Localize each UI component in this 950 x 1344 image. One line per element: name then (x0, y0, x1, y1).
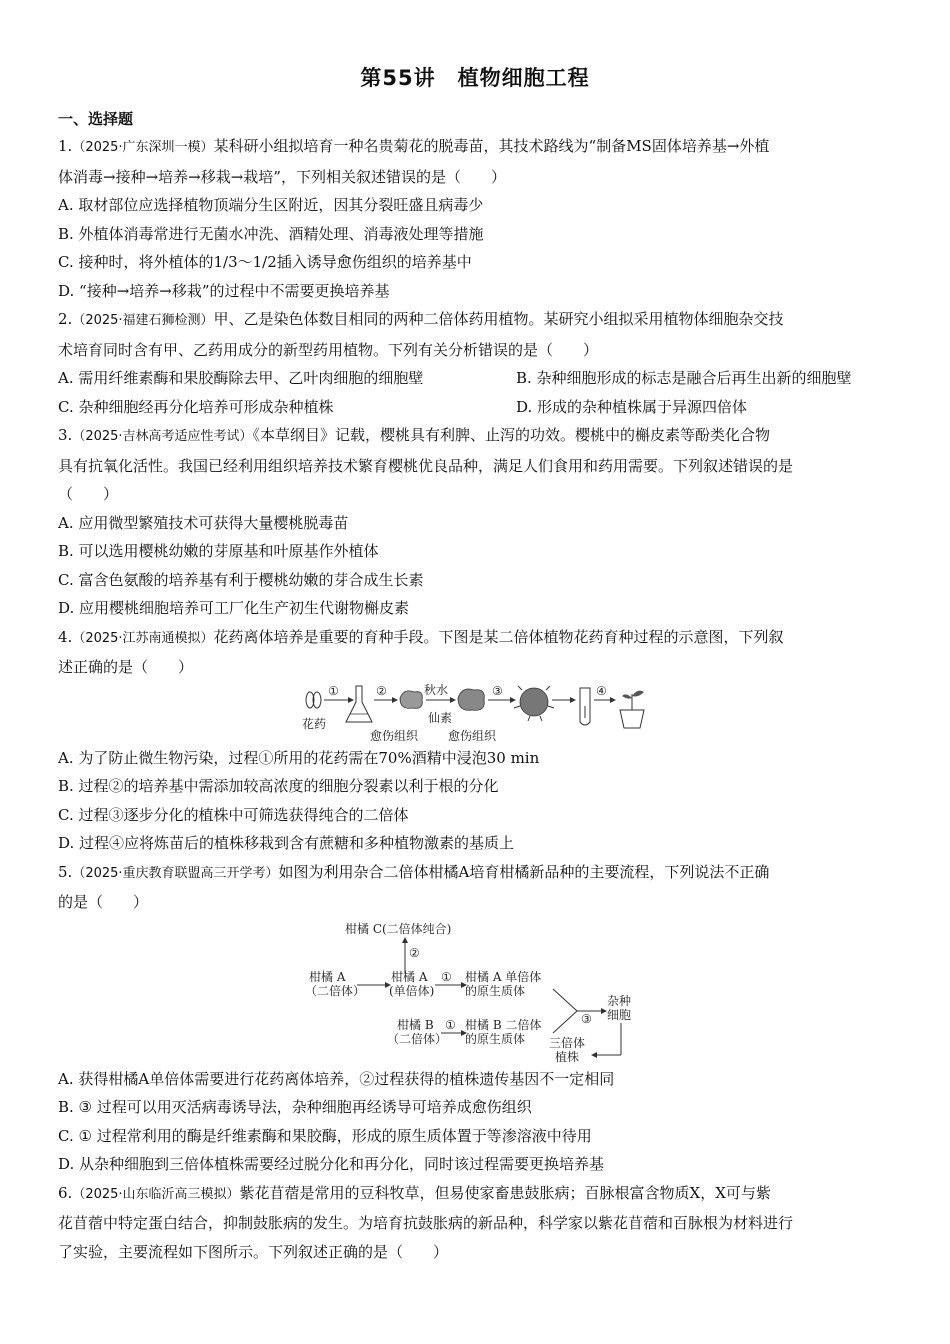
question-source: （2025·重庆教育联盟高三开学考） (72, 865, 279, 881)
question-5 (58, 858, 892, 1179)
anther-culture-figure (300, 684, 650, 744)
question-stem: 了实验，主要流程如下图所示。下列叙述正确的是（ ） (58, 1242, 449, 1261)
plantlet-clump-icon (520, 688, 548, 716)
question-number: 2. (58, 310, 73, 328)
potted-seedling-icon (620, 710, 644, 728)
question-stem: 某科研小组拟培育一种名贵菊花的脱毒苗，其技术路线为“制备MS固体培养基→外植 (213, 137, 770, 155)
question-2 (58, 305, 892, 421)
option-a: A. 为了防止微生物污染，过程①所用的花药需在70%酒精中浸泡30 min (58, 748, 540, 767)
label-b-protoplast-1: 柑橘 B 二倍体 (465, 1017, 542, 1032)
step-3-label: ③ (492, 683, 503, 698)
question-source: （2025·福建石狮检测） (72, 313, 214, 328)
label-citrus-a-sub: （二倍体） (305, 983, 366, 998)
citrus-flow-diagram (305, 919, 645, 1065)
label-a-protoplast-1: 柑橘 A 单倍体 (465, 969, 542, 984)
option-a: A. 取材部位应选择植物顶端分生区附近，因其分裂旺盛且病毒少 (58, 196, 484, 214)
step-1-label: ① (328, 683, 339, 698)
question-stem: 术培育同时含有甲、乙药用成分的新型药用植物。下列有关分析错误的是（ ） (58, 340, 599, 359)
step-3-label: ③ (581, 1011, 592, 1026)
section-heading: 一、选择题 (58, 110, 134, 128)
question-number: 3. (58, 426, 73, 444)
question-source: （2025·吉林高考适应性考试） (72, 429, 253, 444)
label-citrus-a: 柑橘 A (309, 969, 346, 984)
label-colchicine-1: 秋水 (424, 683, 449, 697)
label-citrus-c: 柑橘 C(二倍体纯合) (345, 921, 452, 936)
option-c: C. 杂种细胞经再分化培养可形成杂种植株 (58, 397, 334, 416)
label-triploid-2: 植株 (555, 1049, 580, 1064)
option-a: A. 应用微型繁殖技术可获得大量樱桃脱毒苗 (58, 513, 349, 532)
question-source: （2025·江苏南通模拟） (72, 630, 214, 646)
label-citrus-a-haploid-sub: (单倍体) (389, 983, 435, 998)
step-1-label-b: ① (445, 1017, 456, 1032)
question-4 (58, 623, 892, 858)
label-citrus-a-haploid: 柑橘 A (391, 969, 428, 984)
question-stem: 花药离体培养是重要的育种手段。下图是某二倍体植物花药育种过程的示意图，下列叙 (213, 627, 784, 646)
label-citrus-b-sub: （二倍体） (387, 1031, 448, 1046)
step-1-label: ① (441, 969, 452, 984)
label-colchicine-2: 仙素 (428, 710, 453, 725)
option-d: D. 形成的杂种植株属于异源四倍体 (516, 397, 748, 416)
question-stem: 具有抗氧化活性。我国已经利用组织培养技术繁育樱桃优良品种，满足人们食用和药用需要。下列叙述错误的是 (58, 456, 794, 475)
option-b: B. 过程②的培养基中需添加较高浓度的细胞分裂素以利于根的分化 (58, 777, 499, 795)
callus-icon (400, 690, 422, 707)
option-b: B. 可以选用樱桃幼嫩的芽原基和叶原基作外植体 (58, 542, 379, 560)
question-source: （2025·广东深圳一模） (72, 140, 214, 155)
question-3 (58, 421, 892, 623)
label-callus-2: 愈伤组织 (448, 728, 497, 743)
question-number: 5. (58, 862, 73, 881)
option-d: D. “接种→培养→移栽”的过程中不需要更换培养基 (58, 281, 390, 300)
label-b-protoplast-2: 的原生质体 (465, 1031, 526, 1046)
option-d: D. 从杂种细胞到三倍体植株需要经过脱分化和再分化，同时该过程需要更换培养基 (58, 1155, 605, 1173)
option-a: A. 获得柑橘A单倍体需要进行花药离体培养，②过程获得的植株遗传基因不一定相同 (58, 1069, 615, 1088)
question-stem: 的是（ ） (58, 893, 149, 911)
question-number: 6. (58, 1183, 73, 1202)
label-a-protoplast-2: 的原生质体 (465, 983, 526, 998)
question-stem: 体消毒→接种→培养→移栽→栽培”，下列相关叙述错误的是（ ） (58, 167, 506, 186)
step-2-label: ② (376, 683, 387, 698)
document-page (58, 62, 892, 1266)
question-stem: 《本草纲目》记载，樱桃具有利脾、止泻的功效。樱桃中的槲皮素等酚类化合物 (252, 426, 771, 444)
option-c: C. 过程③逐步分化的植株中可筛选获得纯合的二倍体 (58, 805, 409, 824)
question-stem: 花苜蓿中特定蛋白结合，抑制鼓胀病的发生。为培育抗鼓胀病的新品种，科学家以紫花苜蓿和百脉根为材料进行 (58, 1214, 794, 1232)
option-c: C. 富含色氨酸的培养基有利于樱桃幼嫩的芽合成生长素 (58, 570, 424, 589)
option-b: B. 外植体消毒常进行无菌水冲洗、酒精处理、消毒液处理等措施 (58, 224, 484, 243)
label-triploid-1: 三倍体 (549, 1035, 586, 1050)
question-stem: 述正确的是（ ） (58, 658, 194, 676)
question-source: （2025·山东临沂高三模拟） (72, 1186, 240, 1202)
label-hybrid-1: 杂种 (607, 993, 632, 1008)
question-number: 4. (58, 627, 73, 646)
question-stem: （ ） (58, 485, 119, 503)
option-d: D. 过程④应将炼苗后的植株移栽到含有蔗糖和多种植物激素的基质上 (58, 834, 515, 852)
question-stem: 如图为利用杂合二倍体柑橘A培育柑橘新品种的主要流程，下列说法不正确 (278, 862, 770, 881)
option-b: B. ③ 过程可以用灭活病毒诱导法，杂种细胞再经诱导可培养成愈伤组织 (58, 1098, 532, 1116)
option-c: C. 接种时，将外植体的1/3～1/2插入诱导愈伤组织的培养基中 (58, 253, 472, 271)
culture-flask-icon (346, 686, 372, 722)
step-2-label: ② (409, 945, 420, 960)
label-hybrid-2: 细胞 (607, 1007, 632, 1022)
question-stem: 紫花苜蓿是常用的豆科牧草，但易使家畜患鼓胀病；百脉根富含物质X，X可与紫 (239, 1183, 771, 1202)
label-citrus-b: 柑橘 B (397, 1017, 434, 1032)
page-title: 第55讲 植物细胞工程 (360, 66, 590, 90)
option-c: C. ① 过程常利用的酶是纤维素酶和果胶酶，形成的原生质体置于等渗溶液中待用 (58, 1126, 592, 1145)
callus-icon (458, 689, 484, 710)
label-anther: 花药 (302, 716, 327, 731)
question-1 (58, 132, 892, 305)
option-b: B. 杂种细胞形成的标志是融合后再生出新的细胞壁 (516, 369, 852, 387)
question-number: 1. (58, 137, 73, 155)
option-a: A. 需用纤维素酶和果胶酶除去甲、乙叶肉细胞的细胞壁 (58, 369, 424, 387)
step-4-label: ④ (596, 683, 607, 698)
label-callus-1: 愈伤组织 (370, 728, 419, 743)
question-stem: 甲、乙是染色体数目相同的两种二倍体药用植物。某研究小组拟采用植物体细胞杂交技 (213, 310, 784, 328)
question-6 (58, 1179, 892, 1267)
option-d: D. 应用樱桃细胞培养可工厂化生产初生代谢物槲皮素 (58, 599, 410, 617)
